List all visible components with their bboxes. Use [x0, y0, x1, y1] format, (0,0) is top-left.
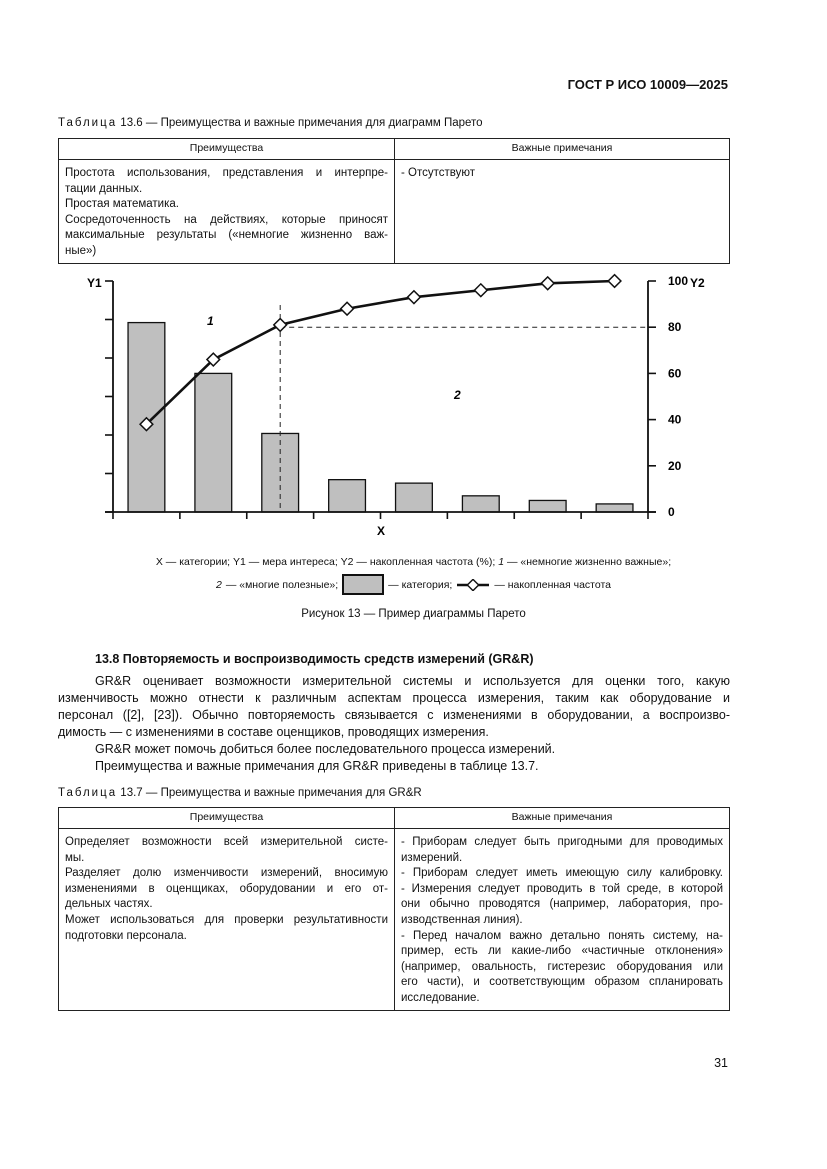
- table2-header-advantages: Преимущества: [59, 808, 395, 829]
- table1-note: - Отсутствуют: [401, 167, 476, 179]
- table1-advantages-cell: [59, 160, 395, 264]
- x-axis-label: X: [377, 524, 386, 538]
- annotation-2: 2: [454, 388, 461, 402]
- table2-adv-line: изменениями в оценщиках, оборудовании и его от-: [65, 882, 388, 895]
- table2-note-line: его части), и соответствующим образом спланировать: [401, 976, 723, 989]
- paragraph-line: GR&R оценивает возможности измерительной системы и используется для оценки того, какую: [95, 674, 730, 688]
- table2-adv-line: Определяет возможности всей измерительной систе-: [65, 836, 388, 848]
- bar: [195, 373, 232, 512]
- table1-header-advantages: Преимущества: [59, 139, 395, 160]
- table2-caption-word: Таблица: [58, 787, 118, 799]
- paragraph-line: изменчивость можно отнести к различным аспектам процесса измерения, таким как оборудование и: [58, 691, 730, 705]
- legend-text: — категория;: [388, 578, 453, 591]
- table2-note-line: - Измерения следует проводить в той среде, в которой: [401, 882, 723, 895]
- bar: [262, 433, 299, 512]
- figure-caption: Рисунок 13 — Пример диаграммы Парето: [301, 608, 526, 620]
- table1-notes-cell: [395, 160, 730, 264]
- table2-note-line: - Перед началом важно детально понять систему, на-: [401, 929, 723, 942]
- table2-note-line: - Приборам следует быть пригодными для проводимых: [401, 836, 723, 848]
- legend-text: X — категории; Y1 — мера интереса; Y2 — накопленная частота (%);: [155, 556, 496, 568]
- table2-adv-line: подготовки персонала.: [65, 929, 187, 942]
- cumulative-marker: [474, 284, 487, 297]
- table2-adv-line: дельных частях.: [65, 898, 153, 911]
- table2-note-line: (например, овальность, гистерезис оборудования или: [401, 960, 723, 973]
- y2-axis-label: Y2: [690, 276, 705, 290]
- cumulative-marker: [608, 275, 621, 288]
- y2-tick-label: 40: [668, 412, 682, 427]
- cumulative-marker: [408, 291, 421, 304]
- table2-caption: [58, 787, 422, 799]
- chart-legend-line1: [0, 556, 827, 568]
- section-title: 13.8 Повторяемость и воспроизводимость средств измерений (GR&R): [95, 652, 534, 666]
- table2-advantages-cell: [59, 829, 395, 1011]
- table2: [58, 807, 730, 1011]
- table1-adv-line: Сосредоточенность на действиях, которые приносят: [65, 213, 388, 226]
- paragraph-3: Преимущества и важные примечания для GR&R приведены в таблице 13.7.: [95, 759, 539, 773]
- table2-header-notes: Важные примечания: [395, 808, 730, 829]
- table2-note-line: - Приборам следует иметь имеющую силу калибровку.: [401, 867, 723, 880]
- legend-line-swatch: [456, 579, 490, 591]
- legend-num-2: 2: [215, 578, 222, 591]
- table1-caption: [58, 117, 483, 129]
- paragraph-2: GR&R может помочь добиться более последовательного процесса измерений.: [95, 742, 556, 756]
- y2-tick-label: 100: [668, 274, 689, 288]
- legend-text: — «многие полезные»;: [225, 578, 339, 591]
- table1: [58, 138, 730, 264]
- cumulative-marker: [341, 302, 354, 315]
- legend-num-1: 1: [498, 556, 505, 568]
- table2-note-line: исследование.: [401, 991, 480, 1004]
- legend-text: — накопленная частота: [494, 578, 612, 591]
- document-header: ГОСТ Р ИСО 10009—2025: [567, 77, 728, 92]
- table1-caption-text: 13.6 — Преимущества и важные примечания для диаграмм Парето: [120, 117, 483, 129]
- chart-legend-line2: [0, 574, 827, 595]
- table1-adv-line: максимальные результаты («немногие жизненно важ-: [65, 229, 388, 242]
- table1-adv-line: Простота использования, представления и интерпре-: [65, 167, 388, 179]
- table2-notes-cell: [395, 829, 730, 1011]
- table1-adv-line: ные»): [65, 244, 97, 257]
- paragraph-line: димость — с изменениями в составе оценщиков, проводящих измерения.: [58, 725, 489, 739]
- table1-adv-line: Простая математика.: [65, 198, 179, 211]
- table2-adv-line: Разделяет долю изменчивости измерений, вносимую: [65, 867, 388, 880]
- y2-tick-label: 20: [668, 458, 682, 473]
- table2-caption-text: 13.7 — Преимущества и важные примечания для GR&R: [120, 787, 422, 799]
- legend-bar-swatch: [342, 574, 384, 595]
- paragraph-line: персонал ([2], [23]). Обычно повторяемость связывается с изменениями в оборудовании, а воспроизво-: [58, 708, 730, 722]
- bar: [329, 480, 366, 512]
- cumulative-marker: [541, 277, 554, 290]
- page-number: 31: [714, 1056, 728, 1070]
- y2-tick-label: 0: [668, 505, 675, 519]
- y2-tick-label: 80: [668, 320, 682, 335]
- table2-note-line: изводственная линия).: [401, 913, 523, 926]
- table2-adv-line: Может использоваться для проверки результативности: [65, 913, 388, 926]
- bar: [529, 500, 566, 512]
- table2-note-line: они обычно проводятся (например, лаборатория, про-: [401, 898, 723, 911]
- table2-note-line: измерений.: [401, 851, 463, 864]
- bar: [462, 496, 499, 512]
- legend-text: — «немногие жизненно важные»;: [506, 556, 672, 568]
- bar: [596, 504, 633, 512]
- table1-header-notes: Важные примечания: [395, 139, 730, 160]
- y1-axis-label: Y1: [87, 276, 102, 290]
- pareto-chart: [0, 265, 827, 545]
- table2-note-line: пример, есть ли какие-либо «частичные отклонения»: [401, 945, 723, 958]
- table2-adv-line: мы.: [65, 851, 85, 864]
- cumulative-marker: [274, 319, 287, 332]
- table1-adv-line: тации данных.: [65, 182, 143, 195]
- bar: [396, 483, 433, 512]
- annotation-1: 1: [207, 314, 214, 328]
- paragraph-1: [58, 673, 730, 775]
- y2-tick-label: 60: [668, 366, 682, 381]
- table1-caption-word: Таблица: [58, 117, 118, 129]
